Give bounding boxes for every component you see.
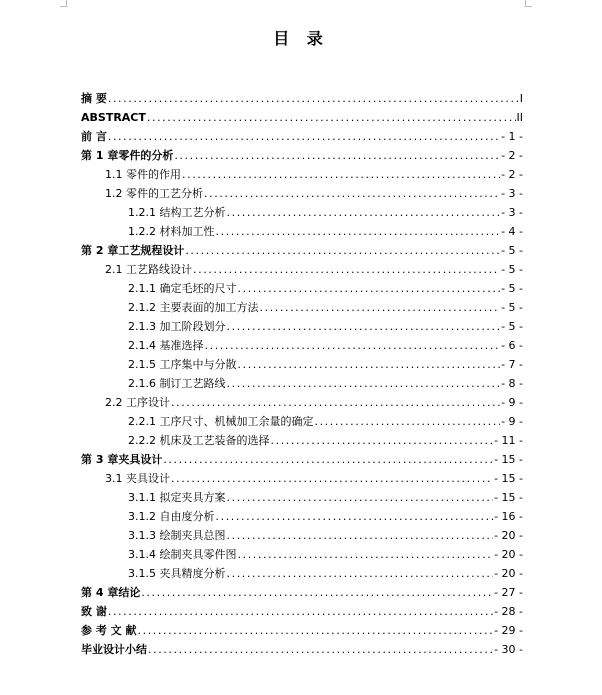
toc-entry-page-number: - 29 -	[494, 624, 523, 637]
toc-dot-leader	[227, 564, 494, 583]
toc-entry-label: 1.2.1 结构工艺分析	[128, 206, 226, 219]
page-corner-mark-left	[60, 0, 67, 7]
toc-entry-page-number: - 4 -	[501, 225, 523, 238]
toc-entry-label: 2.1.4 基准选择	[128, 339, 204, 352]
toc-entry-page-number: - 1 -	[501, 130, 523, 143]
toc-entry-page-number: - 9 -	[501, 415, 523, 428]
toc-entry[interactable]	[81, 564, 523, 583]
toc-entry-label: 第 1 章零件的分析	[81, 149, 174, 162]
toc-entry-label: 3.1.1 拟定夹具方案	[128, 491, 226, 504]
toc-dot-leader	[227, 203, 501, 222]
toc-entry-label: 2.1.5 工序集中与分散	[128, 358, 237, 371]
toc-dot-leader	[108, 602, 493, 621]
toc-entry[interactable]	[81, 336, 523, 355]
toc-dot-leader	[174, 146, 500, 165]
toc-entry-label: 2.2 工序设计	[105, 396, 170, 409]
toc-entry-label: 毕业设计小结	[81, 643, 147, 656]
toc-entry[interactable]	[81, 127, 523, 146]
toc-entry-page-number: - 11 -	[494, 434, 523, 447]
toc-dot-leader	[147, 108, 516, 127]
toc-dot-leader	[163, 450, 493, 469]
toc-dot-leader	[141, 583, 493, 602]
toc-entry-page-number: - 8 -	[501, 377, 523, 390]
toc-entry-label: 2.1.3 加工阶段划分	[128, 320, 226, 333]
toc-entry[interactable]	[81, 260, 523, 279]
toc-entry-page-number: - 3 -	[501, 206, 523, 219]
toc-entry[interactable]	[81, 146, 523, 165]
toc-dot-leader	[227, 374, 501, 393]
toc-dot-leader	[216, 222, 501, 241]
toc-entry-label: 1.1 零件的作用	[105, 168, 181, 181]
toc-entry-label: 第 2 章工艺规程设计	[81, 244, 185, 257]
toc-entry[interactable]	[81, 450, 523, 469]
table-of-contents	[81, 89, 523, 659]
toc-entry-label: 3.1.2 自由度分析	[128, 510, 215, 523]
toc-entry[interactable]	[81, 203, 523, 222]
toc-dot-leader	[238, 279, 501, 298]
toc-entry[interactable]	[81, 640, 523, 659]
toc-entry[interactable]	[81, 602, 523, 621]
toc-dot-leader	[238, 545, 494, 564]
toc-entry-page-number: II	[516, 111, 523, 124]
toc-dot-leader	[204, 184, 500, 203]
toc-entry-page-number: - 27 -	[494, 586, 523, 599]
toc-entry-label: 2.1 工艺路线设计	[105, 263, 192, 276]
toc-entry[interactable]	[81, 298, 523, 317]
toc-dot-leader	[182, 165, 500, 184]
toc-entry[interactable]	[81, 374, 523, 393]
toc-dot-leader	[227, 526, 494, 545]
toc-entry-page-number: - 15 -	[494, 453, 523, 466]
toc-entry-label: 3.1.3 绘制夹具总图	[128, 529, 226, 542]
toc-entry[interactable]	[81, 241, 523, 260]
toc-entry-label: 2.2.2 机床及工艺装备的选择	[128, 434, 270, 447]
toc-dot-leader	[314, 412, 500, 431]
toc-entry[interactable]	[81, 507, 523, 526]
toc-entry-page-number: - 16 -	[494, 510, 523, 523]
toc-dot-leader	[185, 241, 500, 260]
toc-entry-page-number: - 5 -	[501, 282, 523, 295]
toc-entry-page-number: - 30 -	[494, 643, 523, 656]
toc-entry-label: 1.2.2 材料加工性	[128, 225, 215, 238]
toc-entry-page-number: - 28 -	[494, 605, 523, 618]
toc-dot-leader	[227, 317, 501, 336]
toc-entry[interactable]	[81, 469, 523, 488]
toc-entry-label: 前 言	[81, 130, 107, 143]
toc-entry-page-number: - 20 -	[494, 548, 523, 561]
toc-entry-label: 3.1.4 绘制夹具零件图	[128, 548, 237, 561]
toc-entry[interactable]	[81, 621, 523, 640]
toc-entry[interactable]	[81, 431, 523, 450]
toc-entry-label: 致 谢	[81, 605, 107, 618]
toc-entry[interactable]	[81, 412, 523, 431]
toc-dot-leader	[205, 336, 501, 355]
toc-dot-leader	[193, 260, 500, 279]
toc-entry[interactable]	[81, 317, 523, 336]
page-corner-mark-right	[525, 0, 532, 7]
toc-entry[interactable]	[81, 545, 523, 564]
toc-dot-leader	[216, 507, 494, 526]
toc-entry-page-number: - 6 -	[501, 339, 523, 352]
toc-dot-leader	[260, 298, 501, 317]
toc-dot-leader	[148, 640, 493, 659]
toc-entry-page-number: - 20 -	[494, 567, 523, 580]
page-title: 目 录	[273, 29, 329, 48]
toc-entry-label: 1.2 零件的工艺分析	[105, 187, 203, 200]
toc-entry-page-number: - 5 -	[501, 301, 523, 314]
toc-entry[interactable]	[81, 488, 523, 507]
toc-entry-page-number: - 15 -	[494, 472, 523, 485]
toc-dot-leader	[271, 431, 494, 450]
toc-entry-label: ABSTRACT	[81, 111, 146, 124]
toc-entry-label: 2.2.1 工序尺寸、机械加工余量的确定	[128, 415, 314, 428]
toc-entry-page-number: - 5 -	[501, 263, 523, 276]
toc-entry[interactable]	[81, 526, 523, 545]
toc-entry-label: 第 3 章夹具设计	[81, 453, 163, 466]
toc-entry[interactable]	[81, 222, 523, 241]
toc-entry[interactable]	[81, 89, 523, 108]
toc-entry[interactable]	[81, 279, 523, 298]
toc-dot-leader	[138, 621, 494, 640]
toc-entry-label: 参 考 文 献	[81, 624, 137, 637]
toc-entry[interactable]	[81, 184, 523, 203]
toc-entry-label: 第 4 章结论	[81, 586, 141, 599]
toc-dot-leader	[171, 469, 493, 488]
toc-entry[interactable]	[81, 355, 523, 374]
toc-entry-page-number: - 2 -	[501, 149, 523, 162]
toc-entry-page-number: - 15 -	[494, 491, 523, 504]
toc-entry-label: 3.1.5 夹具精度分析	[128, 567, 226, 580]
toc-entry-label: 2.1.6 制订工艺路线	[128, 377, 226, 390]
toc-entry-page-number: - 5 -	[501, 244, 523, 257]
toc-dot-leader	[171, 393, 500, 412]
toc-entry-page-number: - 9 -	[501, 396, 523, 409]
toc-entry-page-number: - 7 -	[501, 358, 523, 371]
toc-entry-label: 2.1.1 确定毛坯的尺寸	[128, 282, 237, 295]
toc-entry-label: 2.1.2 主要表面的加工方法	[128, 301, 259, 314]
toc-entry[interactable]	[81, 165, 523, 184]
toc-entry-page-number: I	[519, 92, 523, 105]
toc-dot-leader	[108, 89, 519, 108]
toc-entry-page-number: - 3 -	[501, 187, 523, 200]
toc-dot-leader	[238, 355, 501, 374]
toc-entry-page-number: - 2 -	[501, 168, 523, 181]
toc-entry[interactable]	[81, 583, 523, 602]
toc-entry-label: 3.1 夹具设计	[105, 472, 170, 485]
toc-entry-label: 摘 要	[81, 92, 107, 105]
toc-entry[interactable]	[81, 108, 523, 127]
toc-entry-page-number: - 5 -	[501, 320, 523, 333]
toc-entry[interactable]	[81, 393, 523, 412]
toc-dot-leader	[227, 488, 494, 507]
toc-entry-page-number: - 20 -	[494, 529, 523, 542]
toc-dot-leader	[108, 127, 500, 146]
